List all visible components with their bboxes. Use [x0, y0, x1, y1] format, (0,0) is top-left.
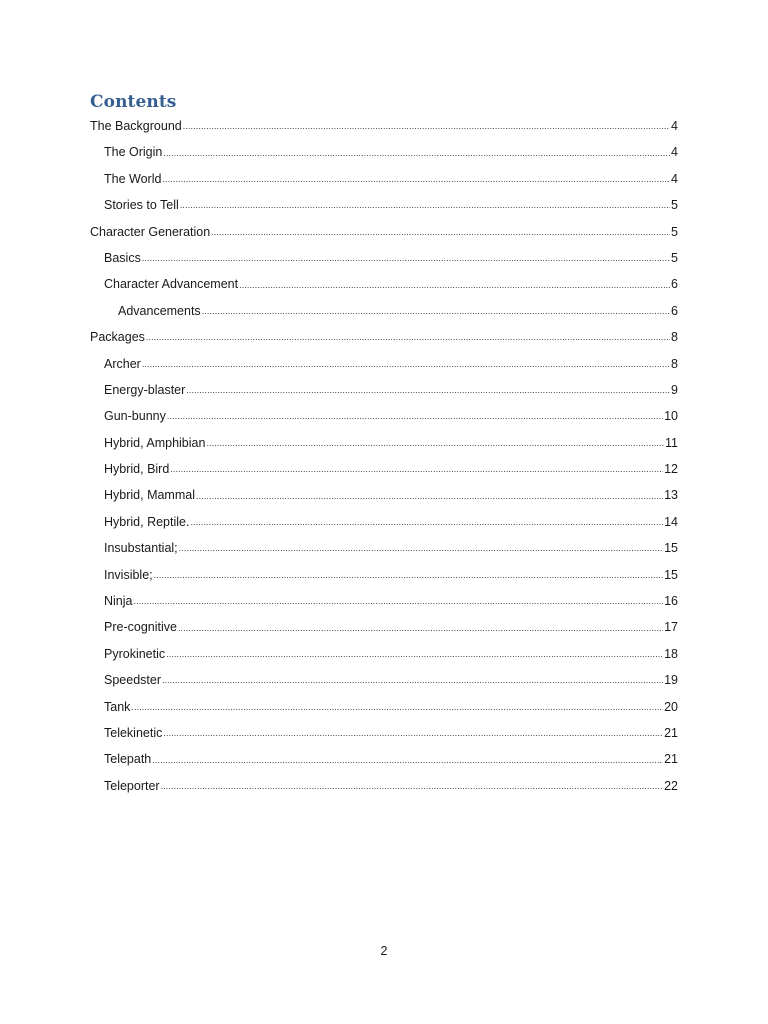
- toc-entry-page: 9: [671, 382, 678, 397]
- toc-dot-leader: [142, 360, 670, 372]
- toc-entry-title: Energy-blaster: [104, 382, 186, 397]
- toc-entry[interactable]: [0, 298, 768, 324]
- toc-entry[interactable]: [0, 324, 768, 350]
- toc-entry[interactable]: [0, 403, 768, 429]
- toc-entry[interactable]: [0, 192, 768, 218]
- toc-entry-title: Stories to Tell: [104, 198, 179, 213]
- toc-entry-title: Basics: [104, 250, 141, 265]
- page-number: 2: [380, 944, 388, 958]
- toc-entry-page: 5: [671, 198, 678, 213]
- toc-entry[interactable]: [0, 271, 768, 297]
- toc-dot-leader: [183, 122, 670, 134]
- toc-entry-page: 5: [671, 224, 678, 239]
- toc-entry-page: 15: [664, 567, 678, 582]
- toc-entry-title: Gun-bunny: [104, 409, 166, 424]
- toc-entry-title: Telekinetic: [104, 725, 163, 740]
- toc-entry-title: Hybrid, Bird: [104, 462, 170, 477]
- toc-dot-leader: [196, 492, 663, 504]
- toc-entry-title: Hybrid, Amphibian: [104, 435, 206, 450]
- toc-entry-title: Ninja: [104, 594, 133, 609]
- toc-entry-title: Pyrokinetic: [104, 646, 166, 661]
- toc-entry[interactable]: [0, 773, 768, 799]
- toc-entry[interactable]: [0, 456, 768, 482]
- toc-dot-leader: [163, 149, 670, 161]
- toc-dot-leader: [167, 412, 663, 424]
- toc-entry-title: The Origin: [104, 145, 163, 160]
- toc-entry[interactable]: [0, 139, 768, 165]
- toc-entry-page: 8: [671, 356, 678, 371]
- toc-entry-title: The Background: [90, 119, 182, 133]
- toc-dot-leader: [146, 333, 670, 345]
- toc-dot-leader: [162, 175, 670, 187]
- toc-dot-leader: [142, 254, 670, 266]
- toc-dot-leader: [180, 201, 670, 213]
- toc-entry-page: 6: [671, 277, 678, 292]
- toc-entry[interactable]: [0, 113, 768, 139]
- toc-entry-page: 8: [671, 330, 678, 345]
- toc-dot-leader: [152, 756, 663, 768]
- toc-entry-page: 4: [671, 145, 678, 160]
- toc-entry-page: 10: [664, 409, 678, 424]
- toc-entry-title: Character Advancement: [104, 277, 239, 292]
- toc-entry-title: Insubstantial;: [104, 541, 178, 556]
- toc-dot-leader: [186, 386, 670, 398]
- toc-entry-page: 5: [671, 250, 678, 265]
- toc-dot-leader: [163, 729, 663, 741]
- toc-entry[interactable]: [0, 535, 768, 561]
- toc-entry[interactable]: [0, 614, 768, 640]
- toc-entry-title: Speedster: [104, 673, 161, 688]
- toc-entry-page: 12: [664, 462, 678, 477]
- toc-entry[interactable]: [0, 720, 768, 746]
- toc-dot-leader: [206, 439, 664, 451]
- toc-entry[interactable]: [0, 166, 768, 192]
- toc-dot-leader: [161, 782, 664, 794]
- toc-entry-page: 17: [664, 620, 678, 635]
- toc-entry-title: Teleporter: [104, 778, 160, 793]
- toc-entry[interactable]: [0, 245, 768, 271]
- toc-entry[interactable]: [0, 351, 768, 377]
- toc-entry[interactable]: [0, 667, 768, 693]
- toc-entry-page: 14: [664, 514, 678, 529]
- toc-entry[interactable]: [0, 482, 768, 508]
- toc-entry-page: 16: [664, 594, 678, 609]
- toc-entry[interactable]: [0, 219, 768, 245]
- toc-entry[interactable]: [0, 588, 768, 614]
- toc-entry-title: Character Generation: [90, 224, 211, 239]
- toc-dot-leader: [239, 281, 670, 293]
- toc-entry-title: Telepath: [104, 752, 152, 767]
- toc-entry[interactable]: [0, 694, 768, 720]
- toc-dot-leader: [179, 544, 663, 556]
- toc-entry[interactable]: [0, 746, 768, 772]
- toc-entry-page: 21: [664, 725, 678, 740]
- toc-dot-leader: [131, 703, 663, 715]
- toc-entry-title: The World: [104, 171, 162, 186]
- toc-dot-leader: [154, 571, 663, 583]
- toc-dot-leader: [134, 597, 664, 609]
- toc-entry-title: Archer: [104, 356, 141, 371]
- toc-entry-page: 11: [665, 435, 678, 450]
- toc-entry-page: 22: [664, 778, 678, 793]
- toc-entry[interactable]: [0, 430, 768, 456]
- contents-heading: Contents: [90, 92, 177, 112]
- toc-entry-title: Invisible;: [104, 567, 153, 582]
- toc-entry-page: 19: [664, 673, 678, 688]
- toc-entry-title: Advancements: [118, 303, 201, 318]
- table-of-contents: [0, 113, 768, 799]
- toc-entry-page: 4: [671, 119, 678, 133]
- toc-entry[interactable]: [0, 641, 768, 667]
- toc-entry-page: 15: [664, 541, 678, 556]
- toc-entry[interactable]: [0, 377, 768, 403]
- toc-dot-leader: [162, 676, 663, 688]
- toc-entry[interactable]: [0, 562, 768, 588]
- toc-dot-leader: [202, 307, 670, 319]
- toc-entry-title: Tank: [104, 699, 131, 714]
- toc-dot-leader: [178, 624, 663, 636]
- toc-dot-leader: [170, 465, 663, 477]
- toc-entry-page: 6: [671, 303, 678, 318]
- toc-entry-page: 20: [664, 699, 678, 714]
- toc-dot-leader: [166, 650, 663, 662]
- toc-entry-page: 4: [671, 171, 678, 186]
- toc-entry-page: 18: [664, 646, 678, 661]
- toc-entry-title: Hybrid, Mammal: [104, 488, 195, 503]
- toc-dot-leader: [190, 518, 663, 530]
- toc-entry-title: Pre-cognitive: [104, 620, 177, 635]
- toc-entry-title: Packages: [90, 330, 145, 345]
- toc-entry-title: Hybrid, Reptile.: [104, 514, 190, 529]
- toc-entry-page: 21: [664, 752, 678, 767]
- toc-entry-page: 13: [664, 488, 678, 503]
- toc-dot-leader: [211, 228, 670, 240]
- toc-entry[interactable]: [0, 509, 768, 535]
